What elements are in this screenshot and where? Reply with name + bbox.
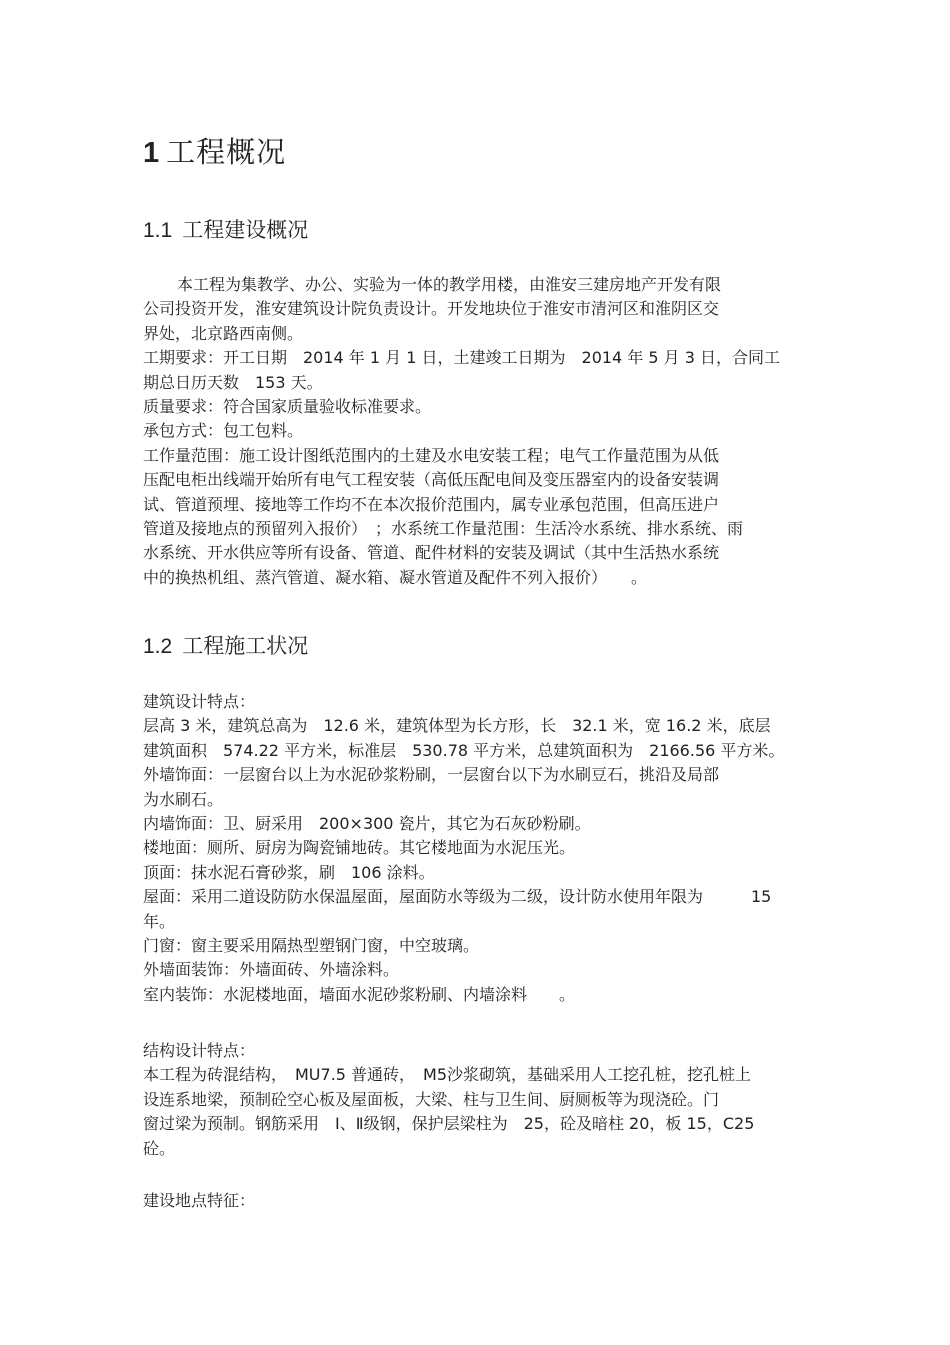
paragraph-line: 质量要求：符合国家质量验收标准要求。	[143, 396, 432, 416]
structure-features-block	[143, 1039, 843, 1161]
paragraph-line: 本工程为砖混结构， MU7.5 普通砖， M5沙浆砌筑，基础采用人工挖孔桩，挖孔桩上	[143, 1065, 752, 1085]
paragraph-line: 设连系地梁，预制砼空心板及屋面板，大梁、柱与卫生间、厨厕板等为现浇砼。门	[143, 1089, 720, 1109]
section-1-1-body	[143, 273, 843, 590]
paragraph-line: 管道及接地点的预留列入报价） ；水系统工作量范围：生活冷水系统、排水系统、雨	[143, 518, 744, 538]
paragraph-line: 楼地面：厕所、厨房为陶瓷铺地砖。其它楼地面为水泥压光。	[143, 838, 576, 858]
chapter-title: 工程概况	[166, 135, 287, 169]
section-number: 1.1	[143, 219, 173, 242]
paragraph-line: 建筑设计特点：	[143, 692, 256, 711]
paragraph-line: 室内装饰：水泥楼地面，墙面水泥砂浆粉刷、内墙涂料 。	[143, 984, 576, 1004]
paragraph-line: 屋面：采用二道设防防水保温屋面，屋面防水等级为二级，设计防水使用年限为 15	[143, 887, 772, 907]
paragraph-line: 门窗：窗主要采用隔热型塑钢门窗，中空玻璃。	[143, 935, 480, 955]
paragraph-line: 建筑面积 574.22 平方米，标准层 530.78 平方米，总建筑面积为 2166.56 平方米。	[143, 740, 785, 760]
paragraph-line: 本工程为集教学、办公、实验为一体的教学用楼，由淮安三建房地产开发有限	[177, 275, 722, 294]
paragraph-line: 顶面：抹水泥石膏砂浆，刷 106 涂料。	[143, 862, 435, 882]
paragraph-line: 中的换热机组、蒸汽管道、凝水箱、凝水管道及配件不列入报价） 。	[143, 567, 648, 587]
paragraph-line: 工期要求：开工日期 2014 年 1 月 1 日，土建竣工日期为 2014 年 5 月 3 日，合同工	[143, 348, 781, 368]
section-number: 1.2	[143, 635, 173, 658]
paragraph-line: 公司投资开发，淮安建筑设计院负责设计。开发地块位于淮安市清河区和淮阴区交	[143, 299, 720, 319]
paragraph-line: 建设地点特征：	[143, 1191, 256, 1210]
section-heading-1-1	[143, 215, 308, 246]
paragraph-line: 层高 3 米，建筑总高为 12.6 米，建筑体型为长方形，长 32.1 米，宽 16.2 米，底层	[143, 716, 771, 736]
chapter-number: 1	[143, 137, 161, 169]
paragraph-line: 压配电柜出线端开始所有电气工程安装（高低压配电间及变压器室内的设备安装调	[143, 470, 720, 490]
site-features-block	[143, 1189, 843, 1213]
paragraph-line: 内墙饰面：卫、厨采用 200×300 瓷片，其它为石灰砂粉刷。	[143, 813, 591, 833]
paragraph-line: 期总日历天数 153 天。	[143, 372, 323, 392]
section-title: 工程建设概况	[182, 218, 309, 242]
paragraph-line: 结构设计特点：	[143, 1041, 256, 1060]
paragraph-line: 为水刷石。	[143, 789, 224, 809]
paragraph-line: 外墙饰面：一层窗台以上为水泥砂浆粉刷，一层窗台以下为水刷豆石，挑沿及局部	[143, 765, 720, 785]
paragraph-line: 水系统、开水供应等所有设备、管道、配件材料的安装及调试（其中生活热水系统	[143, 543, 720, 563]
chapter-heading	[143, 132, 286, 173]
paragraph-line: 界处，北京路西南侧。	[143, 323, 304, 343]
section-heading-1-2	[143, 631, 308, 662]
paragraph-line: 工作量范围：施工设计图纸范围内的土建及水电安装工程；电气工作量范围为从低	[143, 445, 720, 465]
paragraph-line: 外墙面装饰：外墙面砖、外墙涂料。	[143, 960, 400, 980]
paragraph-line: 承包方式：包工包料。	[143, 421, 304, 441]
paragraph-line: 试、管道预埋、接地等工作均不在本次报价范围内，属专业承包范围，但高压进户	[143, 494, 720, 514]
architecture-features-block	[143, 690, 843, 1007]
paragraph-line: 窗过梁为预制。钢筋采用 Ⅰ、Ⅱ级钢，保护层梁柱为 25，砼及暗柱 20，板 15，C25	[143, 1114, 755, 1134]
section-title: 工程施工状况	[182, 634, 309, 658]
paragraph-line: 年。	[143, 911, 176, 931]
paragraph-line: 砼。	[143, 1138, 176, 1158]
